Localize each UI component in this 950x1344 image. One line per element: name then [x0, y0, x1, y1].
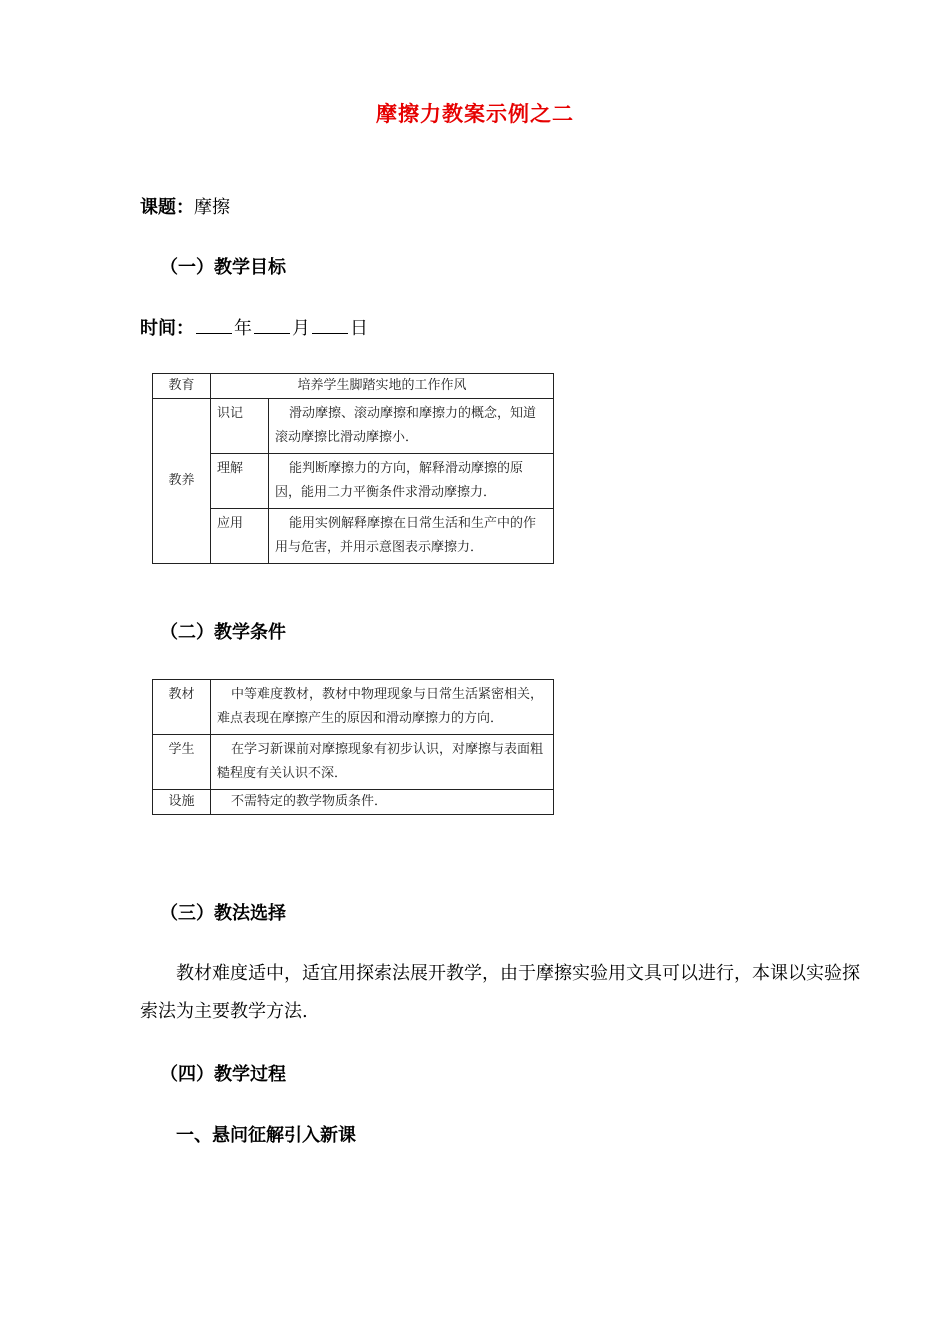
- conditions-row-label: 教材: [153, 680, 211, 735]
- method-paragraph: 教材难度适中，适宜用探索法展开教学，由于摩擦实验用文具可以进行，本课以实验探索法为主要教学方法.: [140, 963, 860, 1022]
- goals-row-text: 能判断摩擦力的方向，解释滑动摩擦的原因，能用二力平衡条件求滑动摩擦力．: [269, 454, 554, 509]
- document-title: 摩擦力教案示例之二: [376, 102, 574, 126]
- goals-table: [152, 373, 554, 564]
- table-row: [153, 374, 554, 399]
- conditions-row-text: 不需特定的教学物质条件．: [211, 790, 554, 815]
- time-label: 时间：: [140, 318, 194, 339]
- day-label: 日: [350, 318, 368, 339]
- year-label: 年: [234, 318, 252, 339]
- subject-label: 课题：: [140, 197, 194, 218]
- conditions-row-text: 中等难度教材，教材中物理现象与日常生活紧密相关，难点表现在摩擦产生的原因和滑动摩擦力的方向．: [211, 680, 554, 735]
- goals-row1-head: 教育: [153, 374, 211, 399]
- section-heading-method: （三）教法选择: [160, 903, 286, 924]
- goals-row-label: 理解: [211, 454, 269, 509]
- subject-line: [140, 196, 230, 220]
- conditions-row-text: 在学习新课前对摩擦现象有初步认识，对摩擦与表面粗糙程度有关认识不深．: [211, 735, 554, 790]
- table-row: [153, 509, 554, 564]
- table-row: [153, 680, 554, 735]
- subject-value: 摩擦: [194, 197, 230, 218]
- table-row: [153, 735, 554, 790]
- time-line: [140, 315, 368, 341]
- subsection-heading-intro: 一、悬问征解引入新课: [176, 1125, 356, 1146]
- goals-group-head: 教养: [153, 399, 211, 564]
- section-heading-goals: （一）教学目标: [160, 257, 286, 278]
- section-heading-process: （四）教学过程: [160, 1064, 286, 1085]
- goals-row-text: 滑动摩擦、滚动摩擦和摩擦力的概念，知道滚动摩擦比滑动摩擦小．: [269, 399, 554, 454]
- goals-row-label: 识记: [211, 399, 269, 454]
- conditions-row-label: 设施: [153, 790, 211, 815]
- month-blank: [254, 315, 290, 334]
- table-row: [153, 399, 554, 454]
- table-row: [153, 790, 554, 815]
- goals-row-label: 应用: [211, 509, 269, 564]
- table-row: [153, 454, 554, 509]
- section-heading-conditions: （二）教学条件: [160, 622, 286, 643]
- goals-row1-text: 培养学生脚踏实地的工作作风: [211, 374, 554, 399]
- conditions-row-label: 学生: [153, 735, 211, 790]
- day-blank: [312, 315, 348, 334]
- conditions-table: [152, 679, 554, 815]
- year-blank: [196, 315, 232, 334]
- month-label: 月: [292, 318, 310, 339]
- goals-row-text: 能用实例解释摩擦在日常生活和生产中的作用与危害，并用示意图表示摩擦力．: [269, 509, 554, 564]
